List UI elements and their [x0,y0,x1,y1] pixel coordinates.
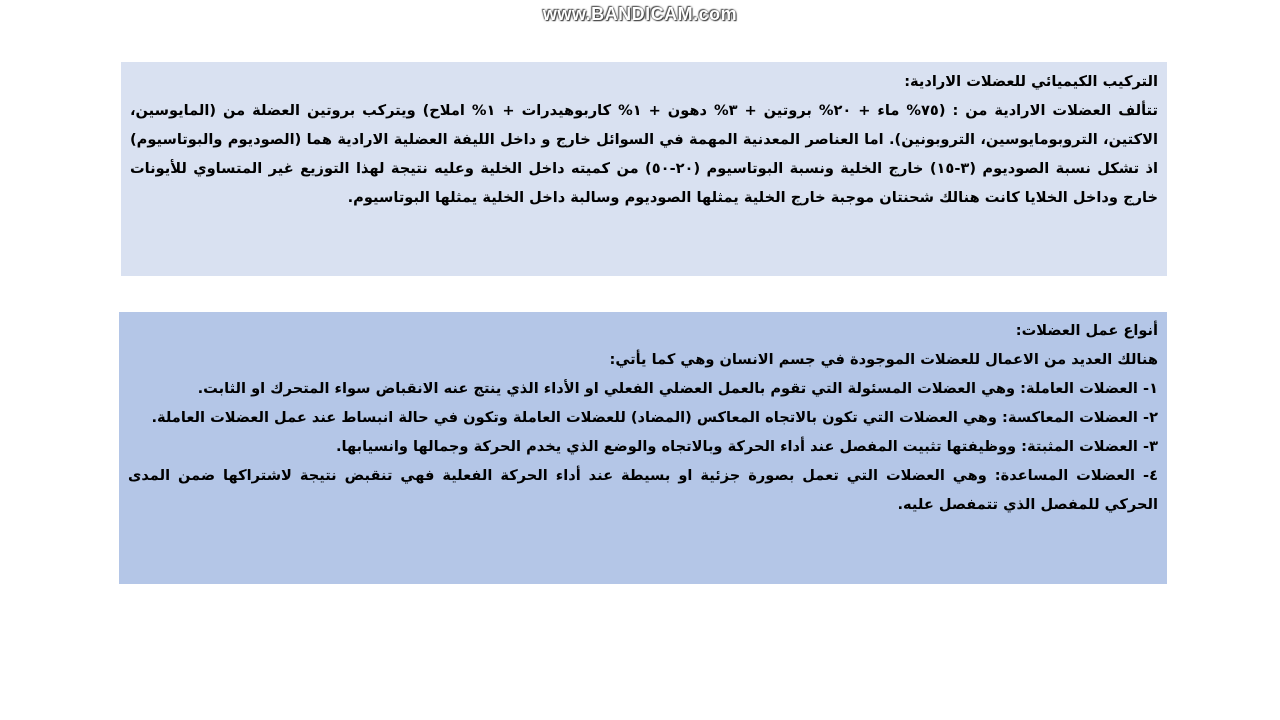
muscle-work-types-title: أنواع عمل العضلات: [1015,322,1158,339]
chemical-composition-title: التركيب الكيميائي للعضلات الارادية: [904,73,1158,90]
list-item-assisting-muscles: ٤- العضلات المساعدة: وهي العضلات التي تعمل بصورة جزئية او بسيطة عند أداء الحركة الفعلية فهي تنقبض نتيجة لاشتراكها ضمن المدى الحركي للمفصل الذي تتمفصل عليه. [128,467,1158,513]
muscle-work-types-box [119,312,1167,584]
chemical-composition-body: تتألف العضلات الارادية من : (٧٥% ماء + ٢٠% بروتين + ٣% دهون + ١% كاربوهيدرات + ١% املاح) ويتركب بروتين العضلة من (المايوسين، الاكتين، التروبومايوسين، التروبونين). اما العناصر المعدنية المهمة في السوائل خارج و داخل الليفة العضلية الارادية هما (الصوديوم والبوتاسيوم) اذ تشكل نسبة الصوديوم (٣-١٥) خارج الخلية ونسبة البوتاسيوم (٢٠-٥٠) من كميته داخل الخلية وعليه نتيجة لهذا التوزيع غير المتساوي للأيونات خارج وداخل الخلايا كانت هنالك شحنتان موجبة خارج الخلية يمثلها الصوديوم وسالبة داخل الخلية يمثلها البوتاسيوم. [130,102,1158,206]
muscle-work-types-intro: هنالك العديد من الاعمال للعضلات الموجودة في جسم الانسان وهي كما يأتي: [609,351,1158,368]
chemical-composition-box [121,62,1167,276]
list-item-working-muscles: ١- العضلات العاملة: وهي العضلات المسئولة التي تقوم بالعمل العضلي الفعلي او الأداء الذي ينتج عنه الانقباض سواء المتحرك او الثابت. [197,380,1158,397]
list-item-stabilizer-muscles: ٣- العضلات المثبتة: ووظيفتها تثبيت المفصل عند أداء الحركة وبالاتجاه والوضع الذي يخدم الحركة وجمالها وانسيابها. [336,438,1158,455]
recorder-watermark: www.BANDICAM.com [542,4,738,24]
list-item-antagonist-muscles: ٢- العضلات المعاكسة: وهي العضلات التي تكون بالاتجاه المعاكس (المضاد) للعضلات العاملة وتكون في حالة انبساط عند عمل العضلات العاملة. [151,409,1158,426]
